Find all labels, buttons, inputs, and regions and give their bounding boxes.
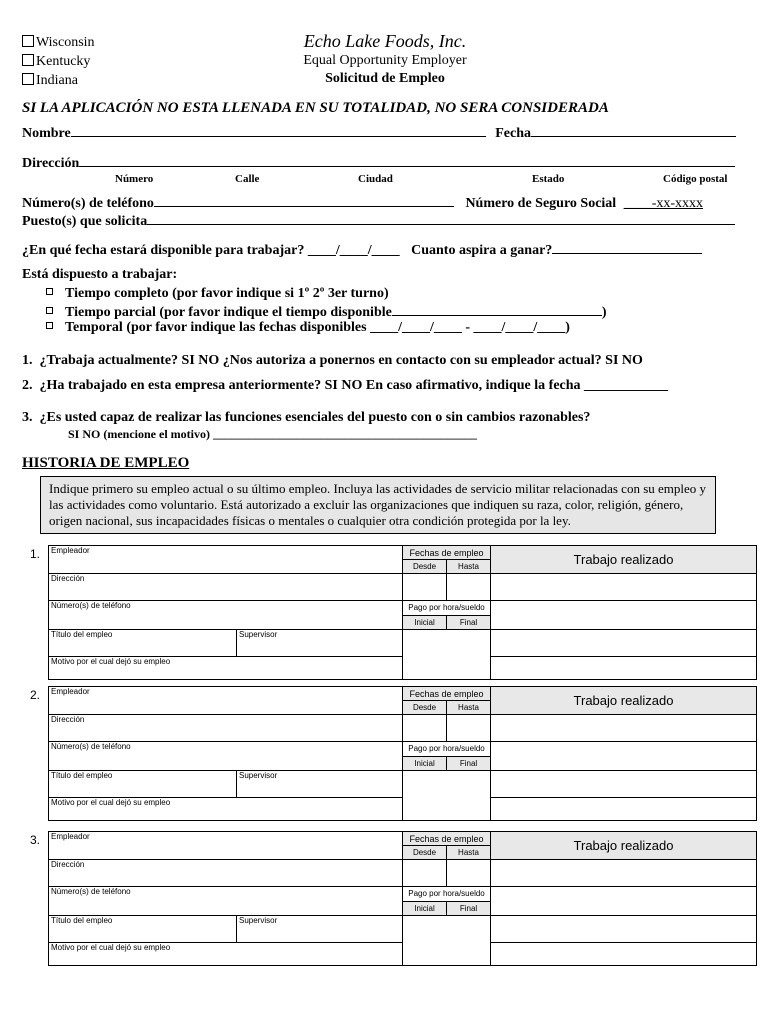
work-done-cell[interactable] — [491, 657, 757, 680]
work-done-cell[interactable] — [491, 943, 757, 966]
option-temporary[interactable] — [46, 320, 570, 336]
question-text: ¿Trabaja actualmente? SI NO ¿Nos autoriza a ponernos en contacto con su empleador actual? SI NO — [39, 353, 643, 368]
work-done-cell[interactable] — [491, 860, 757, 887]
supervisor-label: Supervisor — [239, 630, 278, 639]
employer-label: Empleador — [51, 687, 90, 696]
address-row — [22, 154, 735, 172]
checkbox-icon[interactable] — [46, 322, 53, 329]
supervisor-cell[interactable] — [237, 630, 403, 657]
to-header: Hasta — [447, 701, 491, 715]
from-header: Desde — [403, 846, 447, 860]
employment-table — [48, 686, 757, 821]
phone-label: Número(s) de teléfono — [51, 601, 131, 610]
form-title: Solicitud de Empleo — [325, 71, 445, 86]
phone-label: Número(s) de teléfono — [51, 742, 131, 751]
state-label: Kentucky — [36, 54, 91, 69]
incomplete-warning: SI LA APLICACIÓN NO ESTA LLENADA EN SU TOTALIDAD, NO SERA CONSIDERADA — [22, 100, 609, 116]
employer-label: Empleador — [51, 546, 90, 555]
employment-entry-number: 2. — [30, 688, 41, 702]
job-title-label: Título del empleo — [51, 630, 113, 639]
job-title-label: Título del empleo — [51, 771, 113, 780]
question-number: 3. — [22, 410, 33, 425]
employment-history-title: HISTORIA DE EMPLEO — [22, 455, 190, 471]
reason-cell[interactable] — [49, 943, 403, 966]
state-label: Wisconsin — [36, 35, 95, 50]
checkbox-icon[interactable] — [46, 288, 53, 295]
job-title-cell[interactable] — [49, 916, 237, 943]
question-3 — [22, 410, 590, 426]
pay-values-cell[interactable] — [403, 916, 491, 966]
phone-label: Número(s) de teléfono — [22, 196, 154, 211]
question-text: ¿Ha trabajado en esta empresa anteriormente? SI NO En caso afirmativo, indique la fecha ____________ — [39, 378, 669, 393]
position-label: Puesto(s) que solicita — [22, 214, 148, 229]
option-full-time[interactable] — [46, 286, 389, 302]
question-1 — [22, 353, 643, 369]
initial-header: Inicial — [403, 756, 447, 771]
phone-cell[interactable] — [49, 887, 403, 916]
availability-row — [22, 241, 702, 259]
work-done-cell[interactable] — [491, 630, 757, 657]
pay-header: Pago por hora/sueldo — [403, 887, 491, 902]
employment-history-note: Indique primero su empleo actual o su último empleo. Incluya las actividades de servicio militar relacionadas con su empleo y las actividades como voluntario. Está autorizado a excluir las organizaciones que indiquen su raza, color, religión, género, origen nacional, sus incapacidades físicas o mentales o cualquier otra condición protegida por la ley. — [40, 476, 716, 534]
employer-label: Empleador — [51, 832, 90, 841]
availability-label[interactable]: ¿En qué fecha estará disponible para trabajar? ____/____/____ — [22, 243, 400, 258]
work-done-cell[interactable] — [491, 601, 757, 630]
name-field[interactable] — [71, 124, 486, 137]
reason-label: Motivo por el cual dejó su empleo — [51, 943, 171, 952]
dates-header: Fechas de empleo — [403, 687, 491, 701]
job-title-cell[interactable] — [49, 630, 237, 657]
form-header — [0, 30, 770, 88]
work-done-cell[interactable] — [491, 887, 757, 916]
phone-cell[interactable] — [49, 601, 403, 630]
reason-label: Motivo por el cual dejó su empleo — [51, 798, 171, 807]
from-header: Desde — [403, 560, 447, 574]
pay-values-cell[interactable] — [403, 630, 491, 680]
question-text: ¿Es usted capaz de realizar las funciones esenciales del puesto con o sin cambios razonables? — [39, 410, 591, 425]
option-label: Tiempo parcial (por favor indique el tiempo disponible — [65, 305, 392, 320]
reason-cell[interactable] — [49, 798, 403, 821]
supervisor-cell[interactable] — [237, 916, 403, 943]
position-field[interactable] — [147, 212, 735, 225]
to-date-cell[interactable] — [447, 574, 491, 601]
address-sub-state: Estado — [532, 173, 565, 185]
employment-table — [48, 545, 757, 680]
final-header: Final — [447, 756, 491, 771]
option-label: Tiempo completo (por favor indique si 1º 2º 3er turno) — [65, 286, 389, 301]
address-cell[interactable] — [49, 860, 403, 887]
question-number: 2. — [22, 378, 33, 393]
phone-field[interactable] — [154, 194, 454, 207]
work-done-cell[interactable] — [491, 798, 757, 821]
option-label-end: ) — [601, 305, 607, 320]
pay-header: Pago por hora/sueldo — [403, 601, 491, 616]
employer-cell[interactable] — [49, 687, 403, 715]
address-label: Dirección — [51, 715, 85, 724]
ssn-label: Número de Seguro Social — [465, 196, 617, 211]
employment-entry-number: 1. — [30, 547, 41, 561]
work-done-header: Trabajo realizado — [491, 546, 757, 574]
from-date-cell[interactable] — [403, 860, 447, 887]
supervisor-label: Supervisor — [239, 771, 278, 780]
pay-values-cell[interactable] — [403, 771, 491, 821]
address-label: Dirección — [51, 574, 85, 583]
final-header: Final — [447, 615, 491, 630]
phone-cell[interactable] — [49, 742, 403, 771]
work-done-cell[interactable] — [491, 742, 757, 771]
initial-header: Inicial — [403, 615, 447, 630]
checkbox-icon[interactable] — [46, 307, 53, 314]
address-field[interactable] — [79, 154, 735, 167]
address-sub-city: Ciudad — [358, 173, 393, 185]
employment-entry — [48, 686, 756, 821]
part-time-field[interactable] — [392, 303, 602, 316]
address-sub-number: Número — [115, 173, 154, 185]
job-title-cell[interactable] — [49, 771, 237, 798]
work-done-cell[interactable] — [491, 916, 757, 943]
address-sub-street: Calle — [235, 173, 260, 185]
to-header: Hasta — [447, 846, 491, 860]
employer-cell[interactable] — [49, 832, 403, 860]
supervisor-label: Supervisor — [239, 916, 278, 925]
option-part-time[interactable] — [46, 303, 607, 321]
employer-cell[interactable] — [49, 546, 403, 574]
address-cell[interactable] — [49, 715, 403, 742]
from-header: Desde — [403, 701, 447, 715]
initial-header: Inicial — [403, 901, 447, 916]
address-sub-zip: Código postal — [663, 173, 728, 185]
address-cell[interactable] — [49, 574, 403, 601]
date-label: Fecha — [495, 126, 531, 141]
employment-entry-number: 3. — [30, 833, 41, 847]
willing-label: Está dispuesto a trabajar: — [22, 267, 178, 282]
question-2 — [22, 378, 668, 394]
employment-table — [48, 831, 757, 966]
question-number: 1. — [22, 353, 33, 368]
employment-entry — [48, 831, 756, 966]
job-title-label: Título del empleo — [51, 916, 113, 925]
phone-label: Número(s) de teléfono — [51, 887, 131, 896]
to-date-cell[interactable] — [447, 715, 491, 742]
salary-field[interactable] — [552, 241, 702, 254]
question-3-sub[interactable]: SI NO (mencione el motivo) ____________________________________________ — [68, 427, 477, 441]
company-name: Echo Lake Foods, Inc. — [303, 31, 467, 51]
reason-cell[interactable] — [49, 657, 403, 680]
employment-entry — [48, 545, 756, 680]
date-field[interactable] — [531, 124, 736, 137]
employer-type: Equal Opportunity Employer — [303, 53, 467, 68]
option-label: Temporal (por favor indique las fechas disponibles ____/____/____ - ____/____/____) — [65, 320, 570, 335]
address-label: Dirección — [51, 860, 85, 869]
work-done-header: Trabajo realizado — [491, 832, 757, 860]
to-date-cell[interactable] — [447, 860, 491, 887]
final-header: Final — [447, 901, 491, 916]
state-label: Indiana — [36, 73, 78, 88]
phone-row — [22, 194, 703, 212]
from-date-cell[interactable] — [403, 574, 447, 601]
dates-header: Fechas de empleo — [403, 832, 491, 846]
supervisor-cell[interactable] — [237, 771, 403, 798]
from-date-cell[interactable] — [403, 715, 447, 742]
name-label: Nombre — [22, 126, 71, 141]
reason-label: Motivo por el cual dejó su empleo — [51, 657, 171, 666]
salary-label: Cuanto aspira a ganar? — [411, 243, 553, 258]
address-label: Dirección — [22, 156, 80, 171]
work-done-header: Trabajo realizado — [491, 687, 757, 715]
work-done-cell[interactable] — [491, 715, 757, 742]
work-done-cell[interactable] — [491, 574, 757, 601]
ssn-field[interactable]: ____-xx-xxxx — [623, 196, 704, 211]
work-done-cell[interactable] — [491, 771, 757, 798]
pay-header: Pago por hora/sueldo — [403, 742, 491, 757]
name-row — [22, 124, 736, 142]
dates-header: Fechas de empleo — [403, 546, 491, 560]
position-row — [22, 212, 735, 230]
to-header: Hasta — [447, 560, 491, 574]
